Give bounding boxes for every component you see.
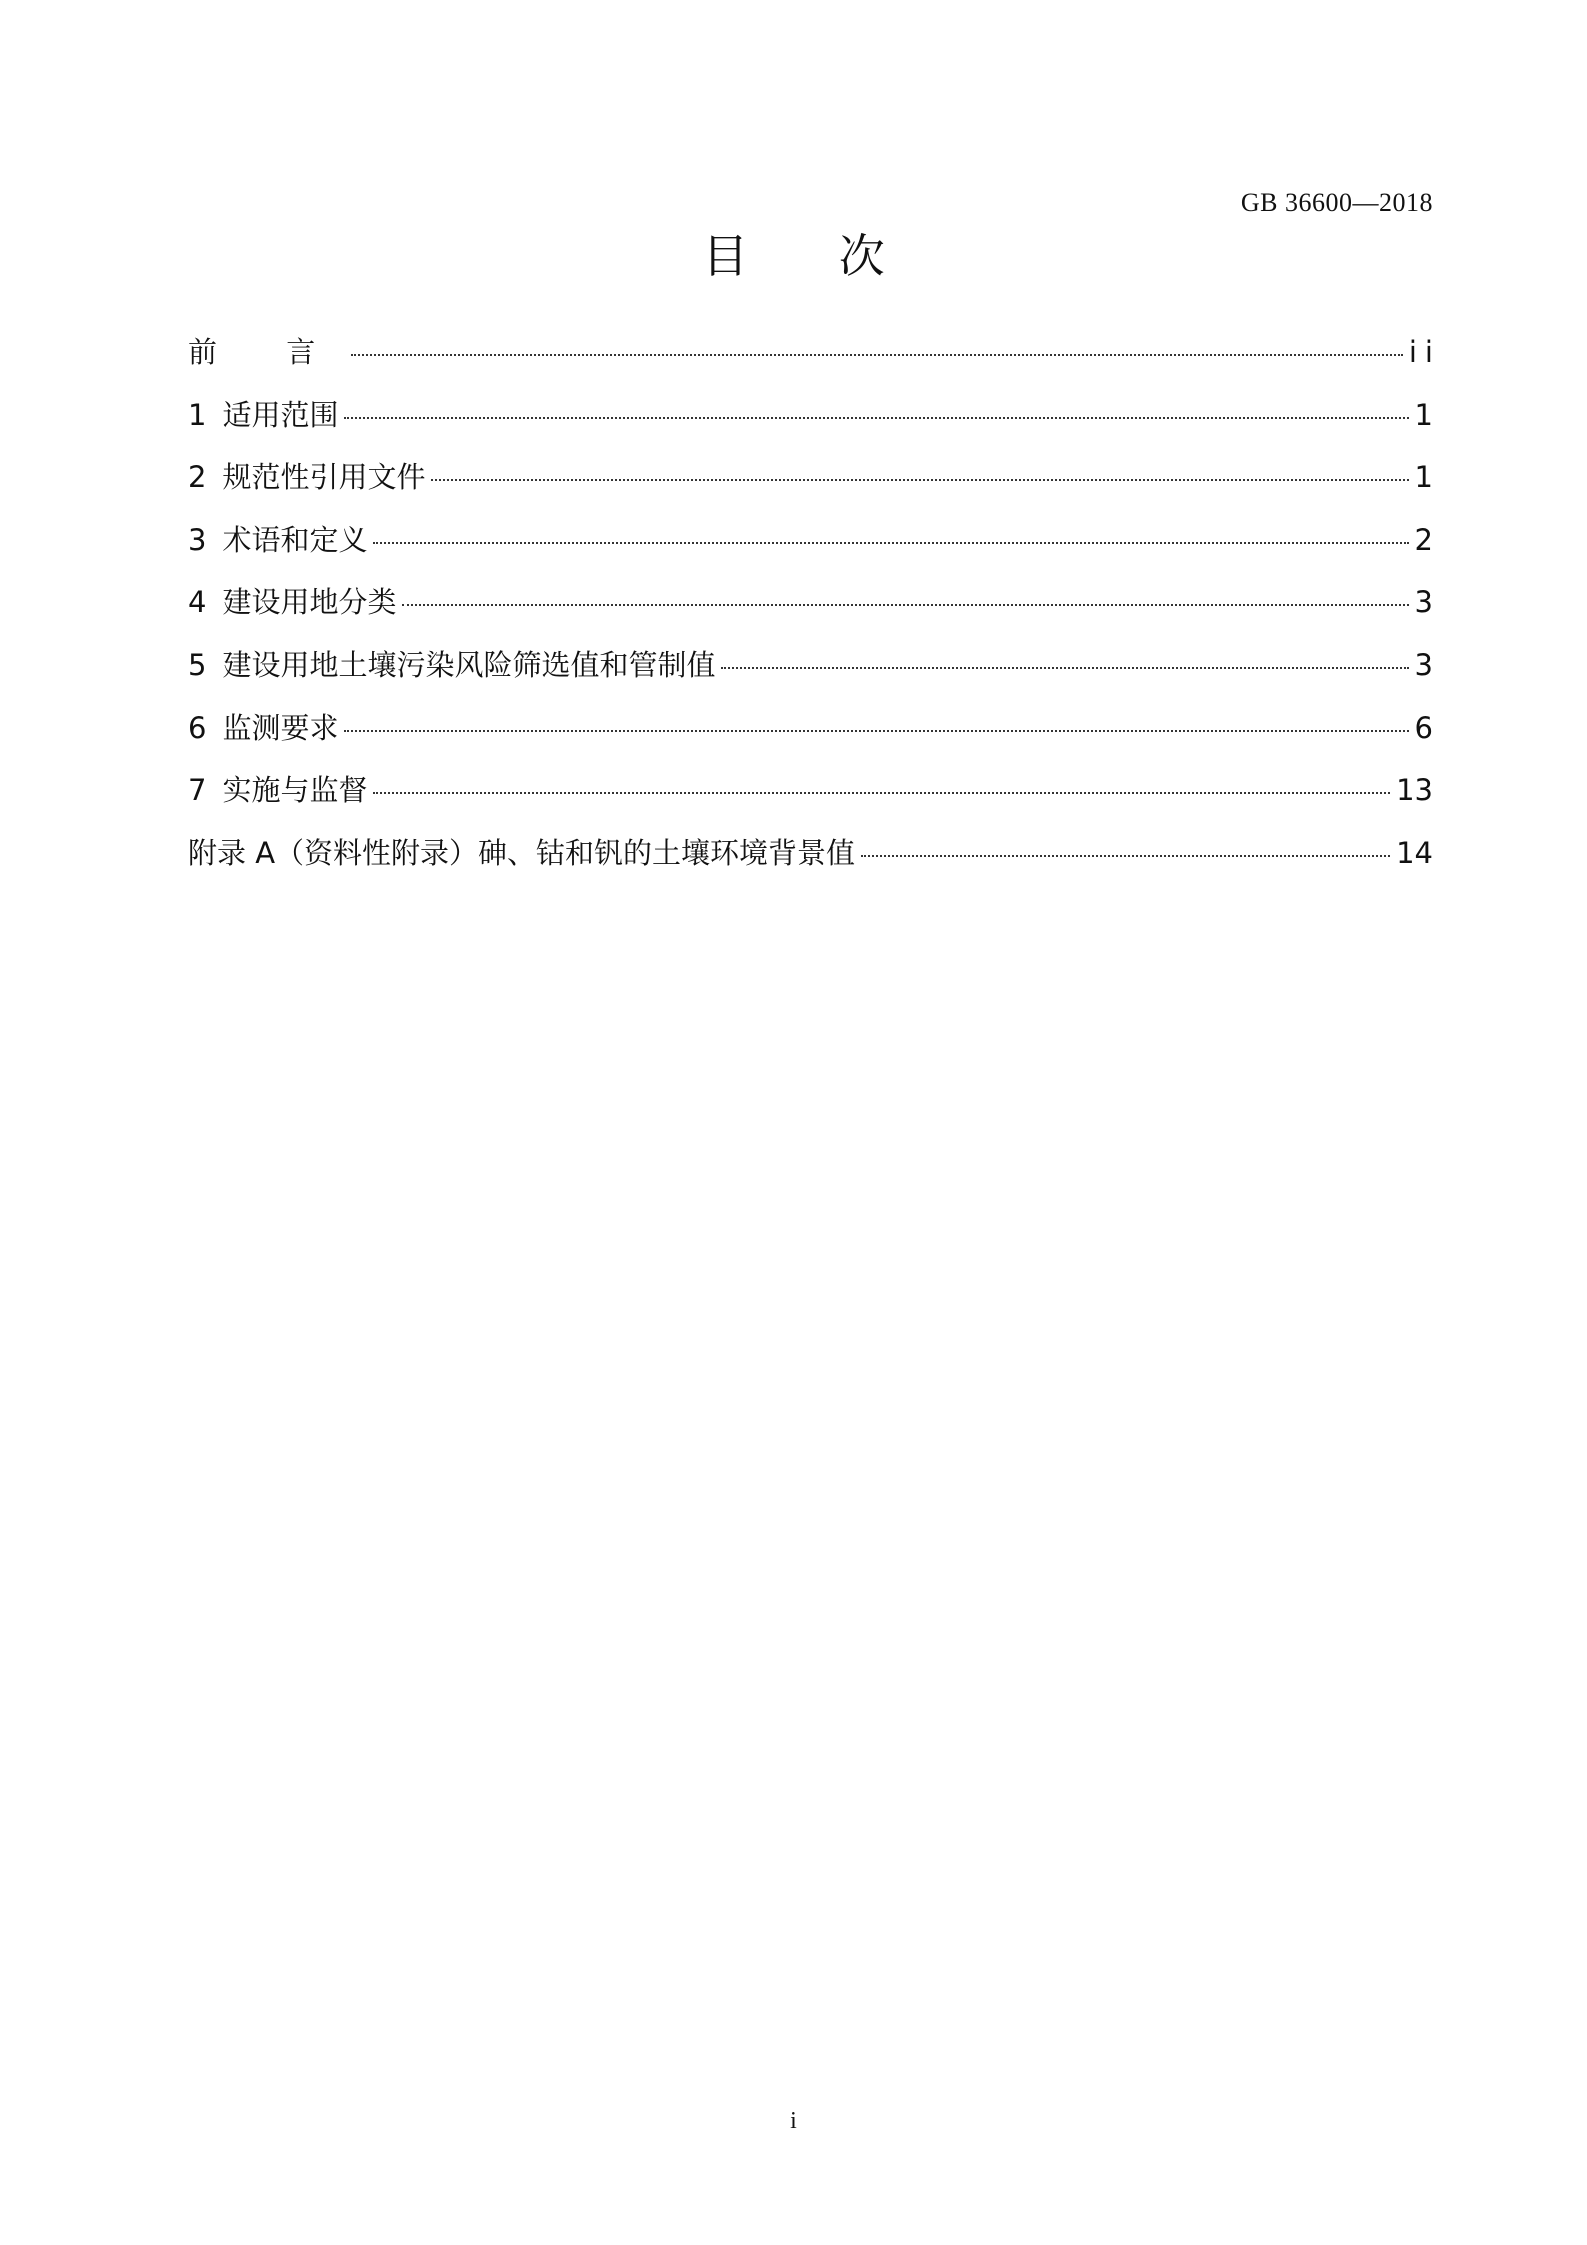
toc-entry-number: 4 (188, 585, 207, 620)
dot-leader (431, 479, 1408, 481)
toc-entry-number: 1 (188, 397, 207, 432)
dot-leader (402, 604, 1408, 606)
toc-entry-page: ii (1408, 335, 1441, 369)
toc-entry-number: 5 (188, 647, 207, 682)
toc-entry-normative-references[interactable] (188, 455, 1433, 518)
toc-entry-label: 监测要求 (222, 710, 339, 745)
standard-code: GB 36600—2018 (1240, 188, 1433, 217)
toc-entry-page: 3 (1414, 585, 1433, 620)
toc-entry-page: 3 (1414, 647, 1433, 682)
toc-entry-page: 1 (1414, 460, 1433, 495)
toc-entry-page: 6 (1414, 710, 1433, 745)
toc-entry-page: 1 (1414, 397, 1433, 432)
page-number: i (790, 2108, 797, 2134)
toc-title: 目 次 (702, 229, 923, 283)
toc-entry-foreword[interactable] (188, 330, 1441, 393)
toc-entry-label: 实施与监督 (222, 773, 368, 808)
toc-entry-page: 14 (1396, 835, 1433, 870)
toc-entry-page: 2 (1414, 522, 1433, 557)
toc-entry-monitoring[interactable] (188, 706, 1433, 769)
toc-entry-number: 3 (188, 522, 207, 557)
dot-leader (861, 855, 1390, 857)
toc-entry-page: 13 (1396, 773, 1433, 808)
toc-entry-screening-values[interactable] (188, 643, 1433, 706)
toc-entry-label: 建设用地分类 (222, 585, 397, 620)
toc-entry-label: 术语和定义 (222, 522, 368, 557)
toc-entry-number: 6 (188, 710, 207, 745)
toc-entry-label: 前 言 (188, 335, 346, 369)
toc-entry-terms-definitions[interactable] (188, 518, 1433, 581)
toc-entry-scope[interactable] (188, 393, 1433, 456)
dot-leader (344, 417, 1408, 419)
toc-entry-number: 2 (188, 460, 207, 495)
dot-leader (373, 542, 1408, 544)
toc-entry-appendix-a[interactable] (188, 831, 1433, 894)
toc-entry-label: 规范性引用文件 (222, 460, 426, 495)
toc-entry-label: 适用范围 (222, 397, 339, 432)
toc-entry-implementation[interactable] (188, 768, 1433, 831)
dot-leader (351, 354, 1403, 356)
dot-leader (344, 730, 1408, 732)
dot-leader (721, 667, 1408, 669)
toc-entry-number: 7 (188, 773, 207, 808)
toc-entry-label: 建设用地土壤污染风险筛选值和管制值 (222, 647, 716, 682)
toc-entry-label: 附录 A（资料性附录）砷、钴和钒的土壤环境背景值 (188, 835, 856, 870)
toc-entry-land-classification[interactable] (188, 580, 1433, 643)
table-of-contents (188, 330, 1441, 893)
dot-leader (373, 792, 1390, 794)
